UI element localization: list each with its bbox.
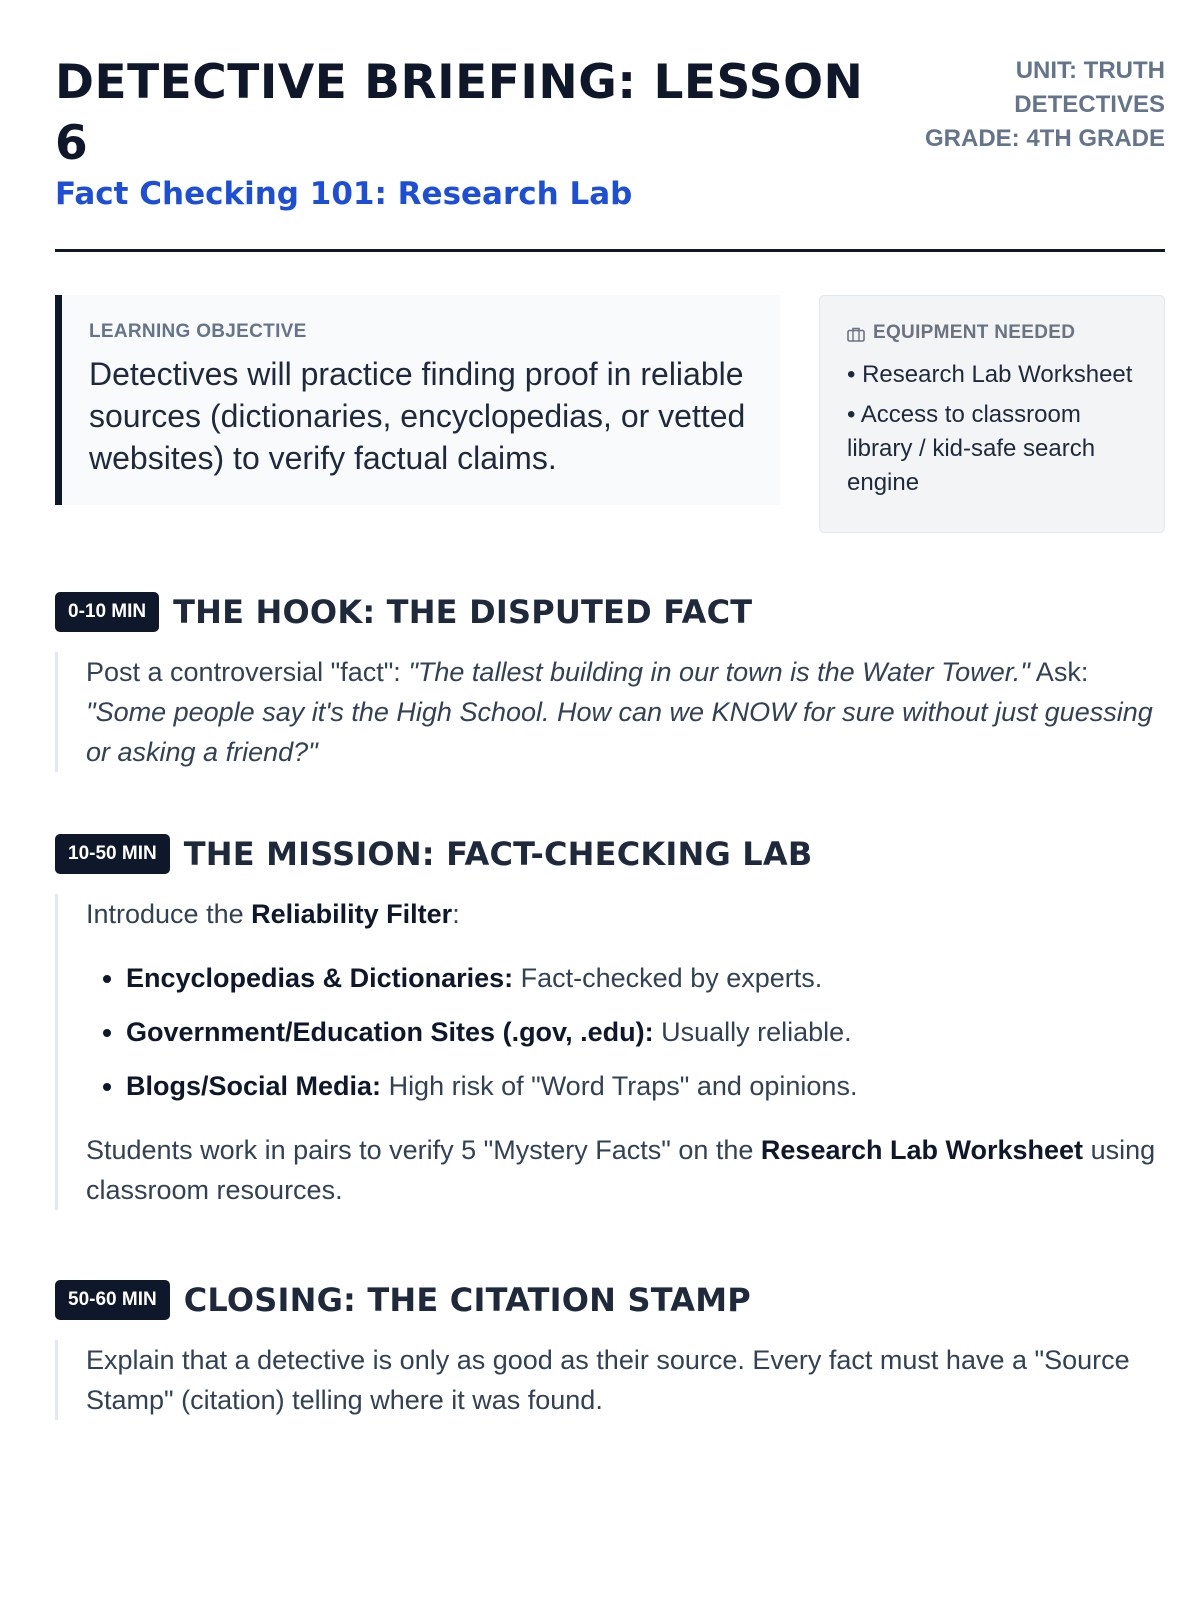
filter-label: Government/Education Sites (.gov, .edu): xyxy=(126,1017,654,1047)
mission-intro xyxy=(86,894,1165,934)
closing-section xyxy=(55,1280,1165,1420)
time-badge: 50-60 MIN xyxy=(55,1280,170,1320)
hook-heading xyxy=(55,592,1165,632)
closing-body: Explain that a detective is only as good as their source. Every fact must have a "Source Stamp" (citation) telling where it was found. xyxy=(55,1340,1165,1420)
disputed-fact: "The tallest building in our town is the Water Tower." xyxy=(408,657,1030,687)
filter-item xyxy=(126,1012,1165,1052)
task-suffix: using classroom resources. xyxy=(86,1135,1156,1205)
mission-heading xyxy=(55,834,1165,874)
section-title: THE HOOK: THE DISPUTED FACT xyxy=(173,593,753,631)
filter-text: High risk of "Word Traps" and opinions. xyxy=(381,1071,858,1101)
section-title: CLOSING: THE CITATION STAMP xyxy=(183,1281,751,1319)
reliability-filter-list xyxy=(86,958,1165,1106)
hook-intro: Post a controversial "fact": xyxy=(86,657,409,687)
filter-item xyxy=(126,1066,1165,1106)
filter-text: Usually reliable. xyxy=(653,1017,852,1047)
reliability-filter-term: Reliability Filter xyxy=(251,899,453,929)
equipment-list xyxy=(847,358,1136,500)
lesson-plan-page xyxy=(55,0,1165,1415)
filter-text: Fact-checked by experts. xyxy=(513,963,823,993)
closing-heading xyxy=(55,1280,1165,1320)
header xyxy=(55,0,1165,252)
time-badge: 10-50 MIN xyxy=(55,834,170,874)
filter-item xyxy=(126,958,1165,998)
equipment-header xyxy=(847,322,1136,344)
hook-question: "Some people say it's the High School. How can we KNOW for sure without just guessing or asking a friend?" xyxy=(86,697,1153,767)
learning-objective-box xyxy=(55,295,780,505)
mission-task xyxy=(86,1130,1165,1210)
equipment-item: • Research Lab Worksheet xyxy=(847,361,1133,388)
mission-section xyxy=(55,834,1165,1210)
equipment-box xyxy=(819,295,1165,533)
section-title: THE MISSION: FACT-CHECKING LAB xyxy=(183,835,813,873)
time-badge: 0-10 MIN xyxy=(55,592,159,632)
equipment-item: • Access to classroom library / kid-safe search engine xyxy=(847,401,1096,496)
objective-label: LEARNING OBJECTIVE xyxy=(89,321,307,342)
hook-body xyxy=(55,652,1165,772)
equipment-label: EQUIPMENT NEEDED xyxy=(873,322,1076,343)
intro-suffix: : xyxy=(452,899,460,929)
filter-label: Blogs/Social Media: xyxy=(126,1071,382,1101)
intro-text: Introduce the xyxy=(86,899,252,929)
lesson-meta xyxy=(905,54,1165,156)
page-title: DETECTIVE BRIEFING: LESSON 6 xyxy=(55,55,864,171)
hook-section xyxy=(55,592,1165,772)
page-subtitle: Fact Checking 101: Research Lab xyxy=(55,176,633,212)
filter-label: Encyclopedias & Dictionaries: xyxy=(126,963,514,993)
worksheet-term: Research Lab Worksheet xyxy=(760,1135,1084,1165)
mission-body xyxy=(55,894,1165,1210)
grade-label: GRADE: 4TH GRADE xyxy=(924,125,1165,152)
task-text: Students work in pairs to verify 5 "Mystery Facts" on the xyxy=(86,1135,761,1165)
objective-text: Detectives will practice finding proof in reliable sources (dictionaries, encyclopedias, or vetted websites) to verify factual claims. xyxy=(89,356,746,476)
briefcase-icon xyxy=(847,326,865,341)
hook-ask: Ask: xyxy=(1029,657,1089,687)
unit-label: UNIT: TRUTH DETECTIVES xyxy=(1014,57,1165,118)
